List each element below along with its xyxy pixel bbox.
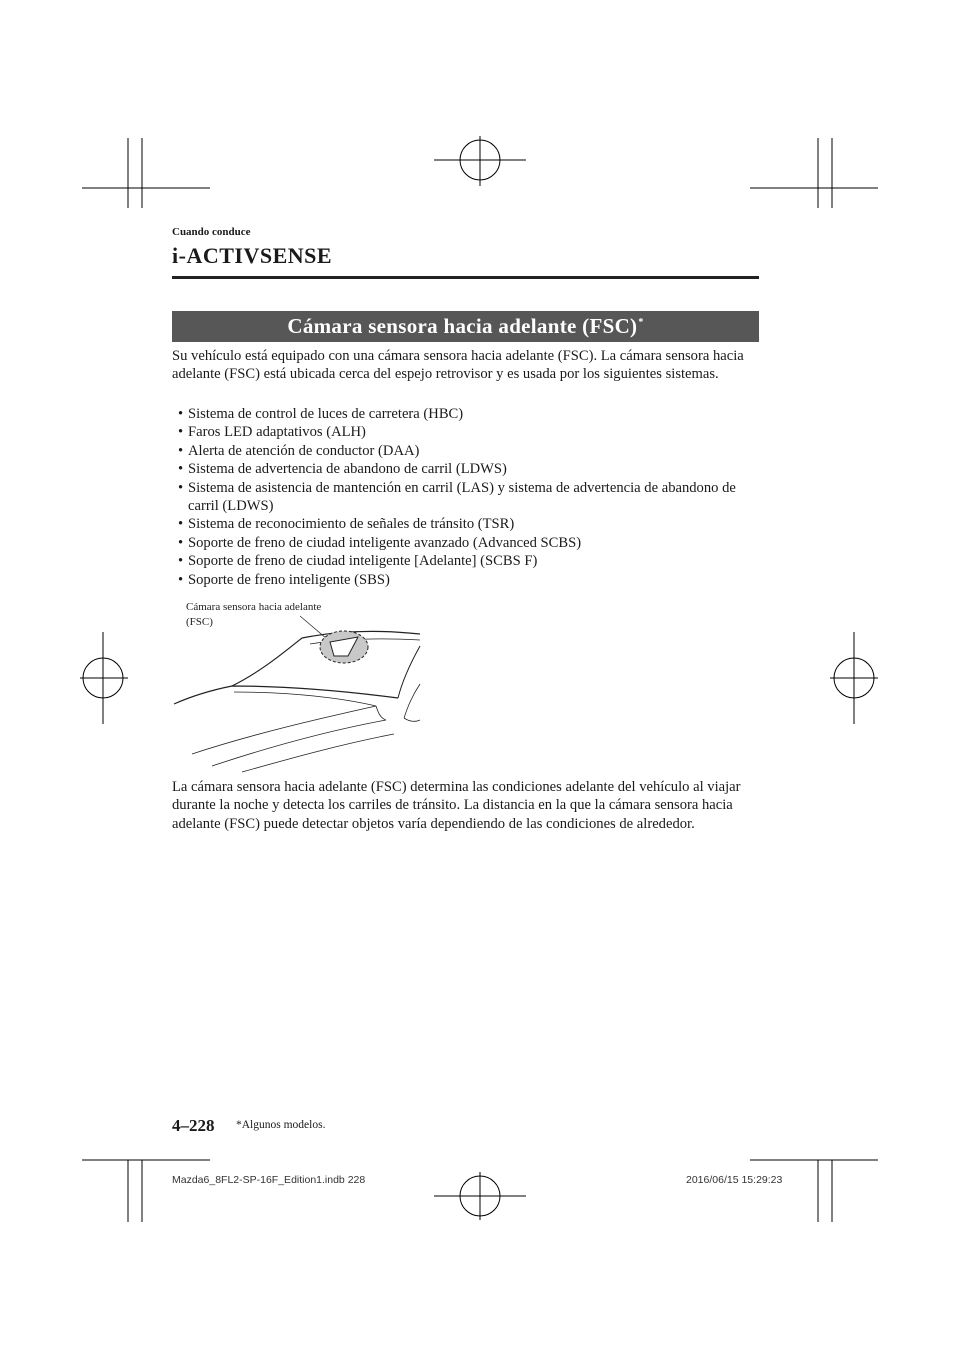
page-number: 4–228 bbox=[172, 1116, 215, 1135]
title-bar bbox=[172, 311, 759, 342]
closing-paragraph: La cámara sensora hacia adelante (FSC) determina las condiciones adelante del vehículo al viajar durante la noche y detecta los carriles de tránsito. La distancia en la que la cámara sensora hacia adelante (FSC) puede detectar objetos varía dependiendo de las condiciones de alrededor. bbox=[172, 779, 741, 832]
list-item-text: Alerta de atención de conductor (DAA) bbox=[188, 442, 420, 459]
header-rule bbox=[172, 276, 759, 279]
windshield-illustration bbox=[172, 594, 422, 774]
list-item-text: Sistema de control de luces de carretera (HBC) bbox=[188, 406, 464, 422]
bullet-symbol: • bbox=[178, 479, 184, 496]
bullet-symbol: • bbox=[178, 461, 184, 478]
list-item bbox=[172, 534, 752, 552]
list-item-text: Sistema de reconocimiento de señales de tránsito (TSR) bbox=[188, 516, 515, 533]
list-item-text: Sistema de advertencia de abandono de carril (LDWS) bbox=[188, 461, 507, 478]
list-item bbox=[172, 442, 752, 460]
breadcrumb: Cuando conduce bbox=[172, 226, 251, 238]
list-item bbox=[172, 571, 752, 589]
list-item bbox=[172, 479, 752, 516]
list-item bbox=[172, 515, 752, 533]
print-slug-timestamp: 2016/06/15 15:29:23 bbox=[686, 1174, 783, 1186]
list-item-text: Sistema de asistencia de mantención en carril (LAS) y sistema de advertencia de abandono de carril (LDWS) bbox=[188, 479, 736, 515]
bullet-symbol: • bbox=[178, 553, 184, 570]
windshield-figure bbox=[172, 594, 422, 774]
figure-label-line2: (FSC) bbox=[186, 616, 213, 628]
list-item bbox=[172, 405, 752, 423]
list-item bbox=[172, 552, 752, 570]
section-title: i-ACTIVSENSE bbox=[172, 243, 333, 268]
list-item-text: Soporte de freno de ciudad inteligente avanzado (Advanced SCBS) bbox=[188, 534, 582, 551]
systems-list bbox=[172, 405, 752, 589]
list-item-text: Soporte de freno inteligente (SBS) bbox=[188, 571, 390, 588]
list-item-text: Faros LED adaptativos (ALH) bbox=[188, 424, 366, 441]
page-title: Cámara sensora hacia adelante (FSC) bbox=[287, 314, 638, 338]
list-item bbox=[172, 423, 752, 441]
print-slug-file: Mazda6_8FL2-SP-16F_Edition1.indb 228 bbox=[172, 1174, 366, 1186]
figure-label-line1: Cámara sensora hacia adelante bbox=[186, 601, 322, 613]
model-mark: * bbox=[638, 317, 644, 328]
bullet-symbol: • bbox=[178, 406, 184, 422]
footnote: *Algunos modelos. bbox=[236, 1119, 326, 1131]
bullet-symbol: • bbox=[178, 571, 184, 588]
intro-paragraph: Su vehículo está equipado con una cámara sensora hacia adelante (FSC). La cámara sensora hacia adelante (FSC) está ubicada cerca del espejo retrovisor y es usada por los siguientes sistemas. bbox=[172, 348, 744, 383]
list-item-text: Soporte de freno de ciudad inteligente [Adelante] (SCBS F) bbox=[188, 553, 538, 570]
bullet-symbol: • bbox=[178, 516, 184, 533]
list-item bbox=[172, 460, 752, 478]
bullet-symbol: • bbox=[178, 424, 184, 441]
bullet-symbol: • bbox=[178, 534, 184, 551]
bullet-symbol: • bbox=[178, 442, 184, 459]
